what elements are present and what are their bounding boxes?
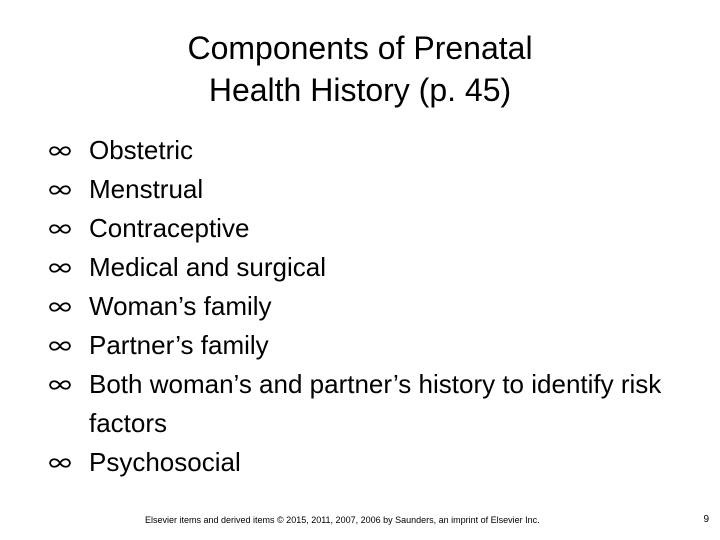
slide-title-line-2: Health History (p. 45) [208, 72, 512, 108]
infinity-loop-icon [46, 340, 74, 352]
infinity-loop-icon [46, 457, 74, 469]
infinity-loop-icon [46, 223, 74, 235]
infinity-loop-icon [46, 262, 74, 274]
slide-title-line-1: Components of Prenatal [187, 30, 533, 66]
bullet-label: Contraceptive [89, 213, 250, 243]
slide-title [60, 27, 660, 111]
bullet-item-psychosocial [0, 443, 720, 482]
bullet-label: Obstetric [89, 135, 194, 165]
bullet-label: Woman’s family [89, 291, 272, 321]
infinity-loop-icon [46, 379, 74, 391]
bullet-item-contraceptive [0, 209, 720, 248]
bullet-item-womans-family [0, 287, 720, 326]
infinity-loop-icon [46, 145, 74, 157]
infinity-loop-icon [46, 301, 74, 313]
bullet-item-history-risk-factors [0, 365, 720, 443]
bullet-item-obstetric [0, 131, 720, 170]
copyright-footer: Elsevier items and derived items © 2015, 2011, 2007, 2006 by Saunders, an imprint of Elsevier Inc. [145, 515, 540, 525]
bullet-label: Both woman’s and partner’s history to identify risk factors [89, 369, 662, 438]
bullet-list [0, 131, 720, 482]
bullet-label: Medical and surgical [89, 252, 327, 282]
bullet-item-menstrual [0, 170, 720, 209]
slide-number: 9 [703, 514, 709, 525]
bullet-item-partners-family [0, 326, 720, 365]
bullet-label: Menstrual [89, 174, 204, 204]
bullet-label: Partner’s family [89, 330, 269, 360]
bullet-label: Psychosocial [89, 447, 241, 477]
bullet-item-medical-surgical [0, 248, 720, 287]
infinity-loop-icon [46, 184, 74, 196]
